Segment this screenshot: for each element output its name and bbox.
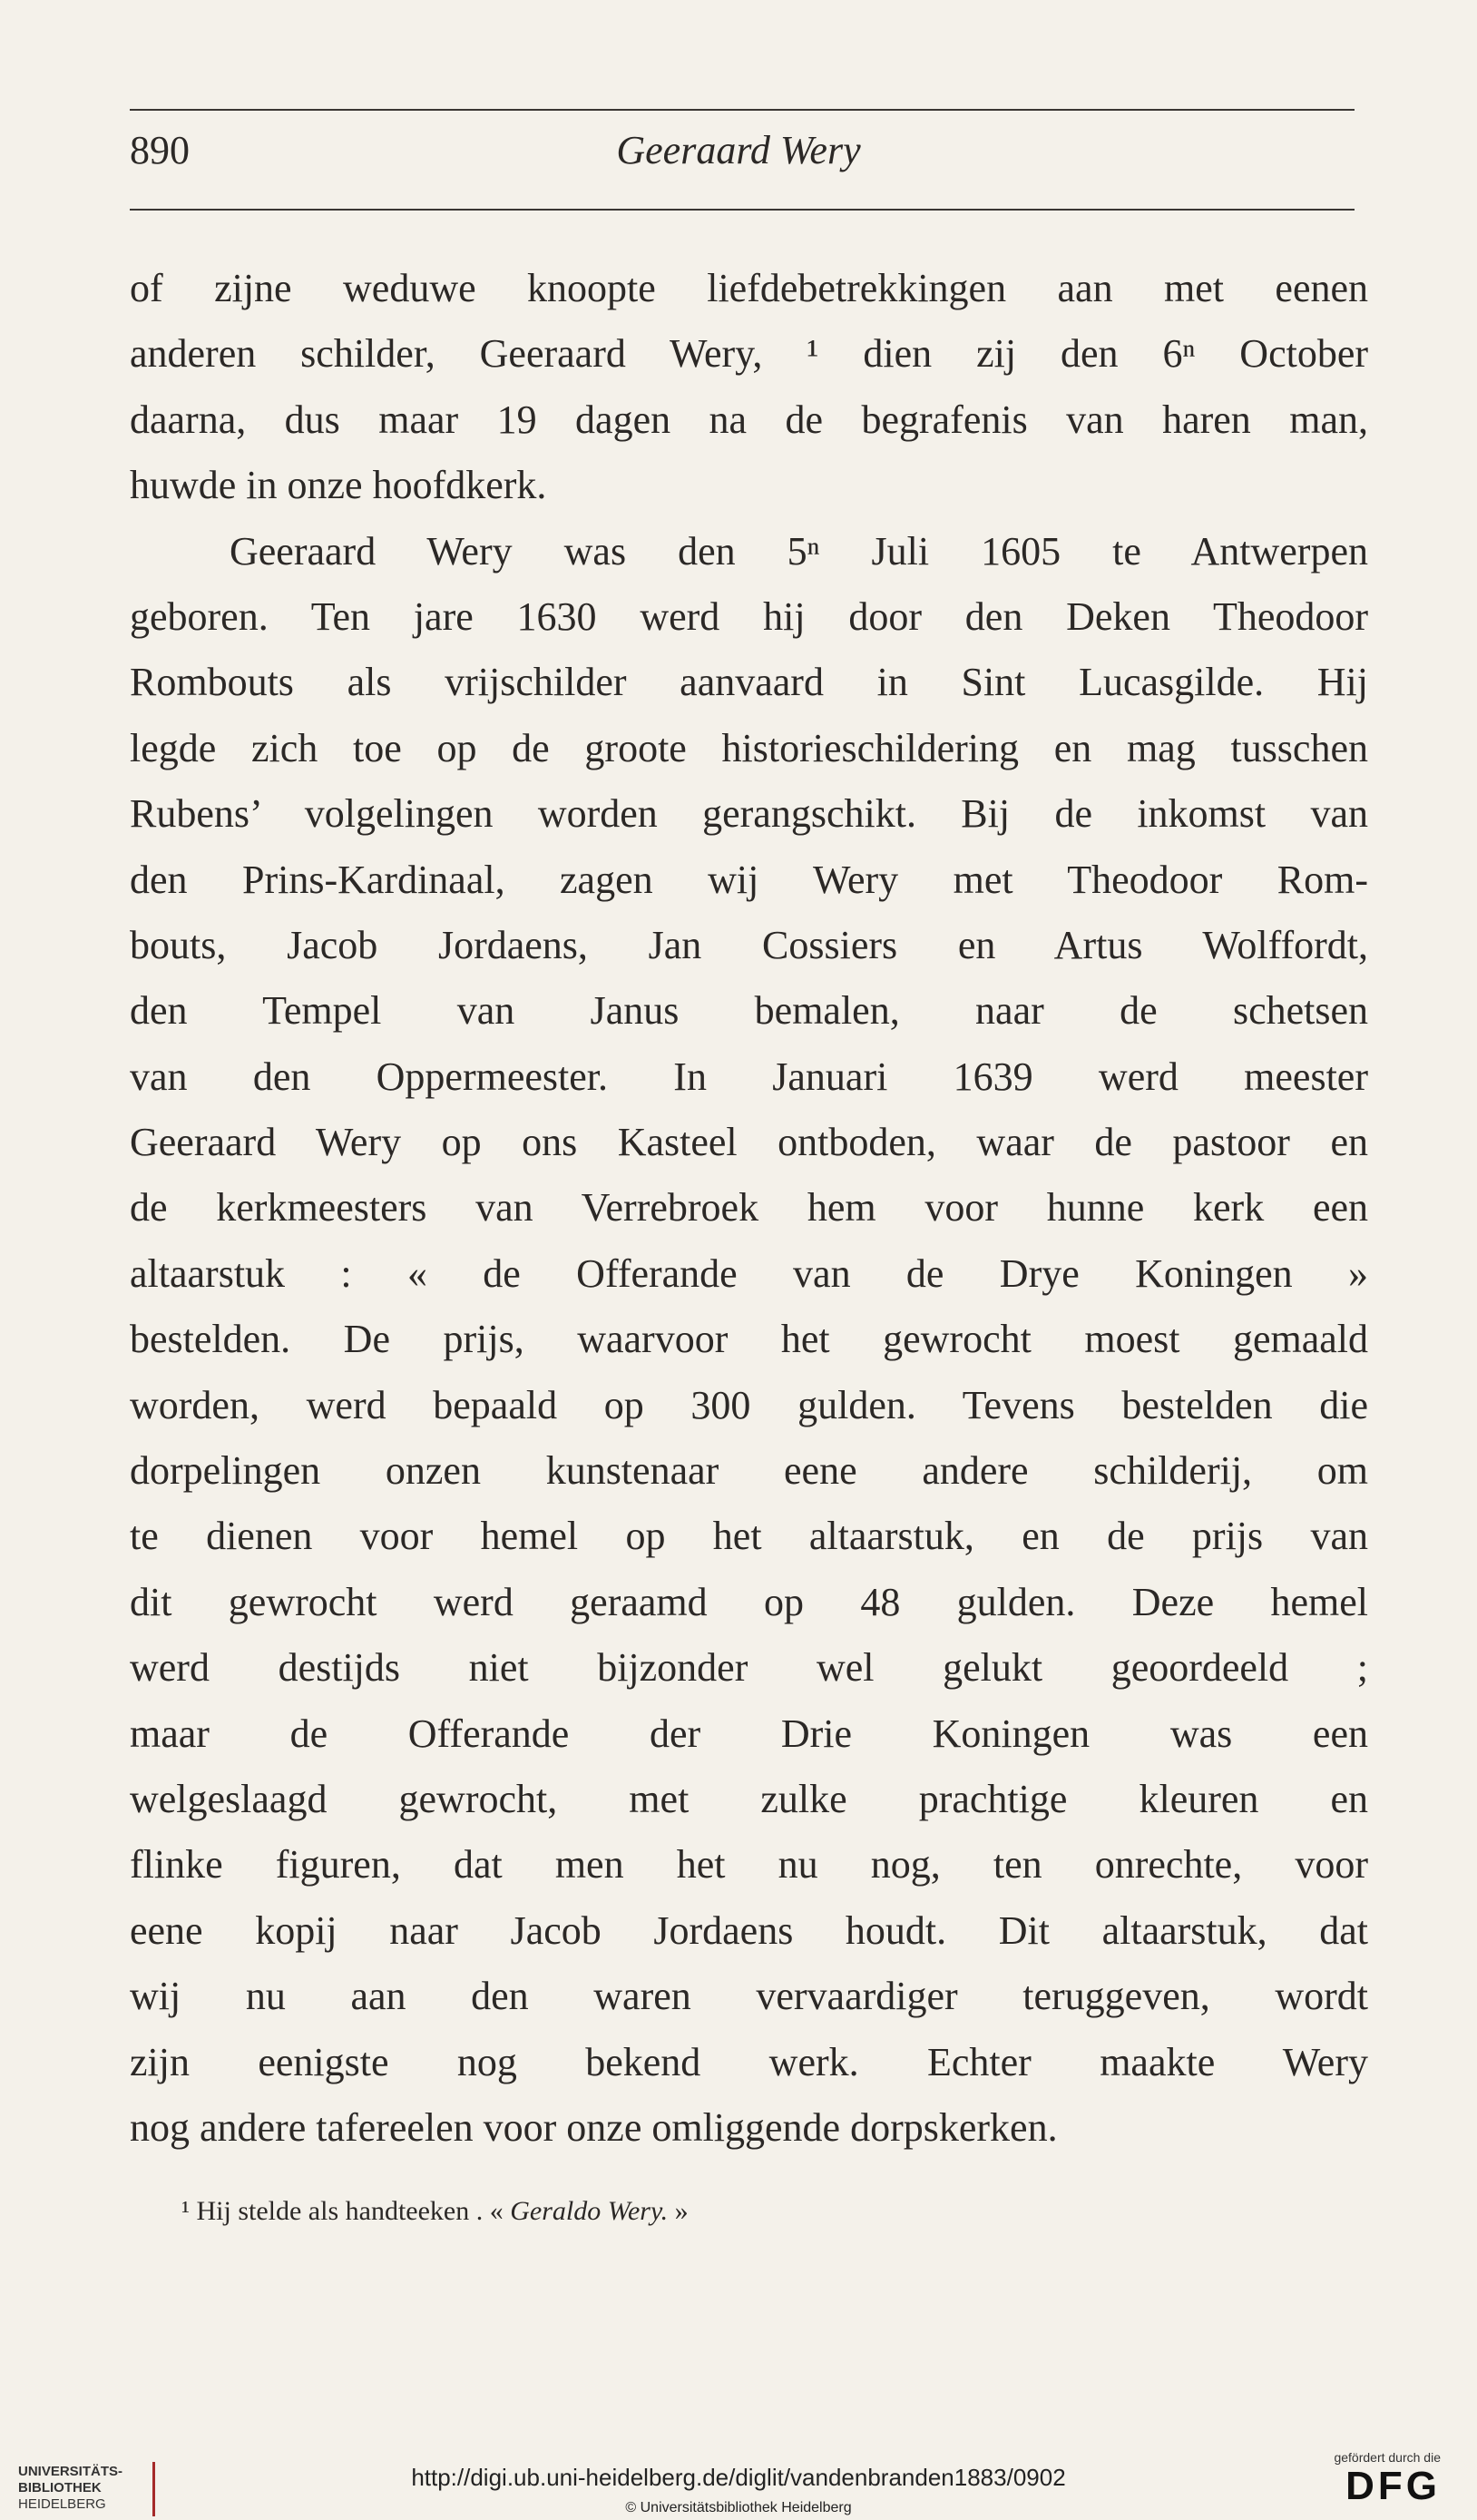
text-line: Geeraard Wery op ons Kasteel ontboden, waar de pastoor en (130, 1120, 1368, 1165)
footnote-signature: Geraldo Wery. (510, 2196, 669, 2226)
text-line: te dienen voor hemel op het altaarstuk, en de prijs van (130, 1514, 1368, 1559)
page-number: 890 (130, 128, 190, 172)
text-line: de kerkmeesters van Verrebroek hem voor hunne kerk een (130, 1185, 1368, 1231)
footnote-text: Hij stelde als handteeken . « (196, 2196, 511, 2226)
text-line: legde zich toe op de groote historieschildering en mag tusschen (130, 725, 1368, 770)
text-line: Rubens’ volgelingen worden gerangschikt. Bij de inkomst van (130, 791, 1368, 837)
text-line: welgeslaagd gewrocht, met zulke prachtige kleuren en (130, 1776, 1368, 1821)
text-line: anderen schilder, Geeraard Wery, ¹ dien zij den 6ⁿ October (130, 331, 1368, 377)
footnote-close: » (668, 2196, 689, 2226)
text-line: Rombouts als vrijschilder aanvaard in Sint Lucasgilde. Hij (130, 660, 1368, 705)
text-line: den Tempel van Janus bemalen, naar de schetsen (130, 988, 1368, 1034)
text-line: werd destijds niet bijzonder wel gelukt geoordeeld ; (130, 1645, 1368, 1691)
text-line: huwde in onze hoofdkerk. (130, 463, 547, 508)
body-text (130, 256, 1368, 2161)
text-line: van den Oppermeester. In Januari 1639 werd meester (130, 1054, 1368, 1099)
text-line: flinke figuren, dat men het nu nog, ten onrechte, voor (130, 1842, 1368, 1888)
header-rule-top (130, 109, 1355, 111)
text-line: altaarstuk : « de Offerande van de Drye Koningen » (130, 1250, 1368, 1296)
text-line: nog andere tafereelen voor onze omliggende dorpskerken. (130, 2104, 1058, 2150)
text-line: bestelden. De prijs, waarvoor het gewrocht moest gemaald (130, 1317, 1368, 1362)
running-title: Geeraard Wery (616, 128, 861, 172)
footnote (181, 2196, 689, 2227)
text-line: dorpelingen onzen kunstenaar eene andere schilderij, om (130, 1448, 1368, 1494)
text-line: worden, werd bepaald op 300 gulden. Tevens bestelden die (130, 1382, 1368, 1427)
text-line: maar de Offerande der Drie Koningen was een (130, 1711, 1368, 1756)
text-line: zijn eenigste nog bekend werk. Echter maakte Wery (130, 2039, 1368, 2084)
funded-by-label: gefördert durch die (1334, 2450, 1441, 2465)
footnote-marker: ¹ (181, 2196, 190, 2226)
funder-logo (1334, 2450, 1441, 2508)
text-line: wij nu aan den waren vervaardiger teruggeven, wordt (130, 1974, 1368, 2019)
text-line: geboren. Ten jare 1630 werd hij door den Deken Theodoor (130, 593, 1368, 639)
text-line: daarna, dus maar 19 dagen na de begrafenis van haren man, (130, 397, 1368, 442)
text-line: den Prins-Kardinaal, zagen wij Wery met Theodoor Rom- (130, 857, 1368, 902)
copyright-notice: © Universitätsbibliothek Heidelberg (625, 2500, 852, 2515)
library-name-line3: HEIDELBERG (18, 2496, 106, 2512)
dfg-logo-text: DFG (1345, 2464, 1441, 2508)
text-line: of zijne weduwe knoopte liefdebetrekkingen aan met eenen (130, 266, 1368, 310)
library-name-line1: UNIVERSITÄTS- (18, 2464, 123, 2479)
text-line: eene kopij naar Jacob Jordaens houdt. Dit altaarstuk, dat (130, 1907, 1368, 1953)
library-name-line2: BIBLIOTHEK (18, 2480, 102, 2495)
text-line: Geeraard Wery was den 5ⁿ Juli 1605 te Antwerpen (230, 528, 1368, 574)
text-line: bouts, Jacob Jordaens, Jan Cossiers en Artus Wolffordt, (130, 922, 1368, 967)
source-url-link[interactable]: http://digi.ub.uni-heidelberg.de/diglit/vandenbranden1883/0902 (411, 2464, 1066, 2491)
header-rule-bottom (130, 209, 1355, 211)
text-line: dit gewrocht werd geraamd op 48 gulden. Deze hemel (130, 1579, 1368, 1624)
